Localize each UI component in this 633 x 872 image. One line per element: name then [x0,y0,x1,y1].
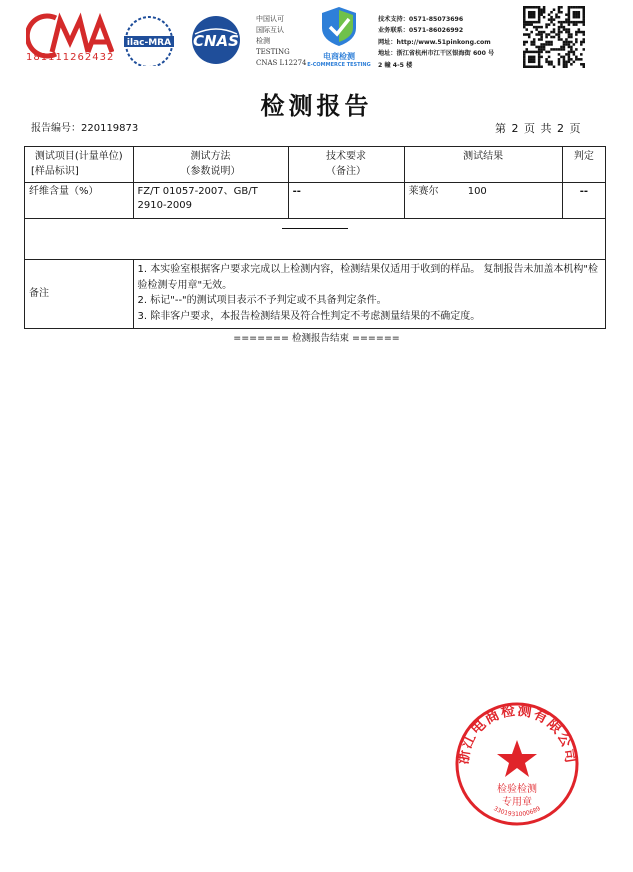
cma-number: 181111262432 [26,52,115,63]
svg-text:CNAS: CNAS [193,32,239,50]
results-table [24,146,606,329]
cnas-logo [183,14,249,66]
separator-cell [25,219,606,260]
shield-check-icon [304,4,374,48]
note-item: 3. 除非客户要求，本报告检测结果及符合性判定不考虑测量结果的不确定度。 [137,310,481,322]
header-subtext: （备注） [326,166,367,177]
qr-code [523,6,585,68]
separator-row [25,219,606,260]
notes-label: 备注 [25,260,134,329]
header-text: 测试项目(计量单位) [34,151,123,162]
header-text: 测试结果 [463,151,504,162]
report-end-text: ======= 检测报告结束 ====== [233,333,400,344]
note-item: 1. 本实验室根据客户要求完成以上检测内容，检测结果仅适用于收到的样品。 复制报告未加盖本机构"检验检测专用章"无效。 [137,264,599,291]
header-text: 测试方法 [190,151,231,162]
accreditation-text [256,14,306,69]
header-test-method [133,147,288,183]
cert-line: 检测 [256,37,270,45]
note-item: 2. 标记"--"的测试项目表示不予判定或不具备判定条件。 [137,295,387,306]
separator-line [282,228,348,229]
official-stamp [452,700,582,828]
cell-test-method: FZ/T 01057-2007、GB/T 2910-2009 [133,183,288,219]
cell-test-item: 纤维含量（%） [25,183,134,219]
star-icon [497,740,537,777]
contact-line: 地址：浙江省杭州市江干区银海街 600 号 [378,50,495,58]
table-row [25,183,606,219]
header-subtext: （参数说明） [180,166,241,177]
stamp-purpose: 检验检测 [497,784,537,795]
contact-line: 业务联系：0571-86026992 [378,27,464,35]
header-subtext: [样品标识] [31,166,79,177]
result-fiber-value: 100 [467,186,487,197]
stamp-code: 3301931000689 [492,805,542,819]
contact-line: 网址：http://www.51pinkong.com [378,38,491,46]
notes-row [25,260,606,329]
cert-line: 国际互认 [256,26,284,34]
cell-verdict: -- [562,183,605,219]
stamp-org: 浙江电商检测有限公司 [455,702,579,766]
ecommerce-testing-logo [304,4,374,66]
header-text: 判定 [573,151,594,162]
page-number: 第 2 页 共 2 页 [495,122,582,135]
header-technical-requirement [288,147,404,183]
notes-cell [133,260,605,329]
svg-text:ilac-MRA: ilac-MRA [126,38,172,48]
header-test-result [404,147,562,183]
ecommerce-label-en: E-COMMERCE TESTING [307,62,371,68]
cert-line: CNAS L12274 [256,59,307,67]
header-verdict [562,147,605,183]
ilac-mra-logo [120,14,178,66]
header-text: 技术要求 [326,151,367,162]
table-header-row [25,147,606,183]
contact-info [378,14,494,71]
report-number: 报告编号：220119873 [31,123,139,134]
cert-line: 中国认可 [256,15,284,23]
cell-result [404,183,562,219]
contact-line: 技术支持：0571-85073696 [378,16,464,23]
ecommerce-label-cn: 电商检测 [323,52,355,61]
stamp-purpose-2: 专用章 [502,797,532,808]
cert-line: TESTING [256,48,290,56]
contact-line: 2 幢 4-5 楼 [378,61,413,69]
cell-requirement: -- [288,183,404,219]
page-title: 检测报告 [260,91,373,120]
result-fiber-name: 莱赛尔 [408,186,439,197]
header-test-item [25,147,134,183]
